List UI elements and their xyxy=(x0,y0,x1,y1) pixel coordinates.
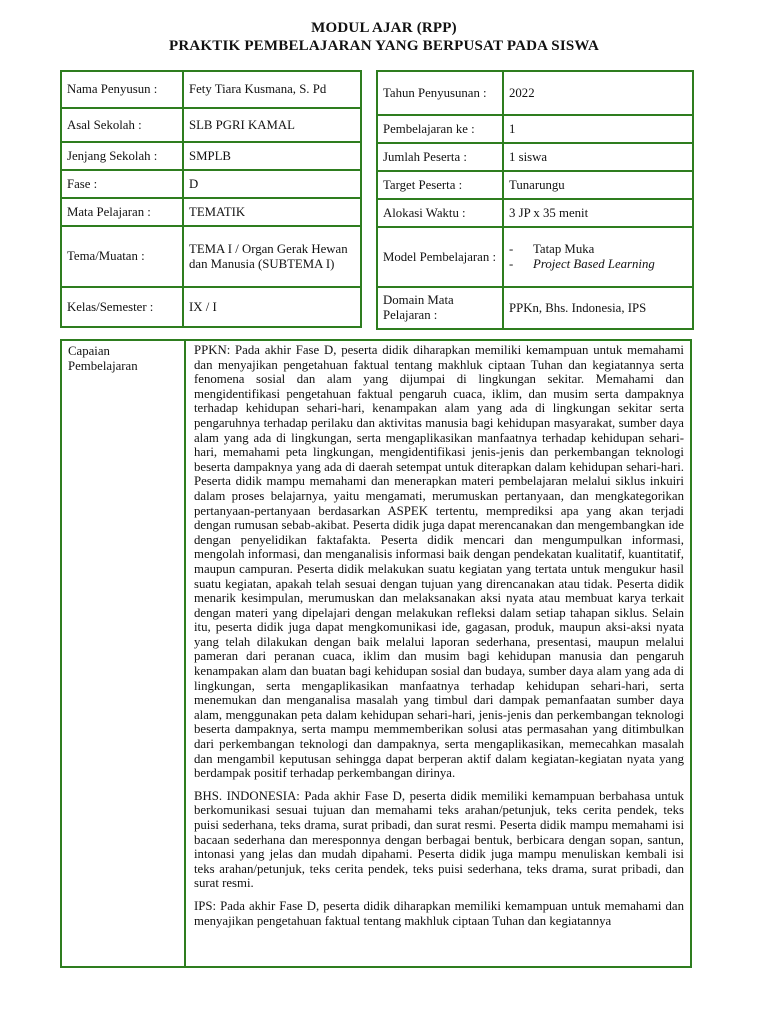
model-list xyxy=(509,242,687,272)
label-alokasi-waktu: Alokasi Waktu : xyxy=(377,199,503,227)
value-alokasi-waktu: 3 JP x 35 menit xyxy=(503,199,693,227)
identity-table-left xyxy=(60,70,362,328)
capaian-content xyxy=(188,341,690,966)
document-title: MODUL AJAR (RPP) xyxy=(311,20,457,36)
document-subtitle: PRAKTIK PEMBELAJARAN YANG BERPUSAT PADA SISWA xyxy=(168,38,600,54)
paragraph-ppkn: PPKN: Pada akhir Fase D, peserta didik diharapkan memiliki kemampuan untuk memahami dan menyajikan pengetahuan faktual tentang makhluk ciptaan Tuhan dan kegiatannya serta fenomena sosial dan alam yang dijumpai di lingkungan sekitar. Memahami dan mengidentifikasi pengetahuan faktual pengaruh cuaca, iklim, dan musim serta dampaknya terhadap kehidupan sehari-hari, kenampakan alam yang ada di lingkungan sekitar serta pengaruhnya terhadap perilaku dan aktivitas manusia bagi kehidupan masyarakat, sumber daya alam yang ada di lingkungan, serta mengaplikasikan manfaatnya terhadap kehidupan sehari-hari, memahami peta lingkungan, mengidentifikasi jenis-jenis dan perkembangan teknologi beserta dampaknya yang ada di daerah setempat untuk diterapkan dalam kehidupan sehari-hari. Peserta didik mampu memahami dan menerapkan materi pembelajaran melalui siklus inkuiri dalam proses belajarnya, yaitu mengamati, merumuskan pertanyaan, dan mengkategorikan pertanyaan-pertanyaan berdasarkan ASPEK tertentu, memprediksi apa yang akan terjadi dengan rumusan sebab-akibat. Peserta didik juga dapat merencanakan dan mengembangkan ide dengan penyelidikan faktafakta. Peserta didik mencari dan mengumpulkan informasi, mengolah informasi, dan menganalisis informasi baik dengan pendekatan kualitatif, kuantitatif, maupun campuran. Peserta didik melakukan suatu kegiatan yang tertata untuk mengukur hasil suatu kegiatan, apakah telah sesuai dengan tujuan yang direncanakan atau tidak. Peserta didik menarik kesimpulan, merumuskan dan melaksanakan aksi nyata atau membuat karya terkait dengan materi yang dipelajari dengan melakukan refleksi dalam setiap tahapan siklus. Selain itu, peserta didik juga dapat mengkomunikasi ide, gagasan, produk, maupun aksi-aksi nyata yang telah dilakukan dengan baik melalui laporan sederhana, presentasi, maupun melalui pameran dari peranan cuaca, iklim dan musim bagi kehidupan manusia dan pengaruh kenampakan alam dan buatan bagi kehidupan sosial dan budaya, sumber daya alam yang ada di lingkungan, serta mengaplikasikan manfaatnya terhadap kehidupan sehari-hari, serta menemukan dan menganalisa masalah yang timbul dari dampak pemanfaatan sumber daya alam, menggunakan peta dalam kehidupan sehari-hari, jenis-jenis dan perkembangan teknologi beserta dampaknya, serta mampu memmemberikan solusi atas permasahan yang ditimbulkan dari perkembangan teknologi dan dampaknya, serta mengaplikasikan, memecahkan masalah dan mengambil keputusan sehingga dapat berperan aktif dalam kegiatan-kegiatan nyata yang berdampak positif terhadap perkembangan dirinya. xyxy=(194,343,684,781)
label-asal-sekolah: Asal Sekolah : xyxy=(61,108,183,142)
value-kelas-semester: IX / I xyxy=(183,287,361,327)
label-mata-pelajaran: Mata Pelajaran : xyxy=(61,198,183,226)
label-jumlah-peserta: Jumlah Peserta : xyxy=(377,143,503,171)
value-nama-penyusun: Fety Tiara Kusmana, S. Pd xyxy=(183,71,361,108)
identity-table-right xyxy=(376,70,694,330)
value-model-pembelajaran xyxy=(503,227,693,287)
value-jenjang-sekolah: SMPLB xyxy=(183,142,361,170)
model-item-project-based: - Project Based Learning xyxy=(509,257,687,272)
value-asal-sekolah: SLB PGRI KAMAL xyxy=(183,108,361,142)
value-fase: D xyxy=(183,170,361,198)
capaian-pembelajaran-section xyxy=(60,339,692,968)
label-jenjang-sekolah: Jenjang Sekolah : xyxy=(61,142,183,170)
paragraph-ips: IPS: Pada akhir Fase D, peserta didik diharapkan memiliki kemampuan untuk memahami dan menyajikan pengetahuan faktual tentang makhluk ciptaan Tuhan dan kegiatannya xyxy=(194,898,684,928)
label-tema-muatan: Tema/Muatan : xyxy=(61,226,183,287)
paragraph-bhs-indonesia: BHS. INDONESIA: Pada akhir Fase D, peserta didik memiliki kemampuan berbahasa untuk berkomunikasi sesuai tujuan dan memahami teks arahan/petunjuk, teks cerita pendek, teks puisi sederhana, teks drama, surat pribadi, dan surat resmi. Peserta didik mampu memahami isi bacaan sederhana dan meresponnya dengan berbagai bentuk, berbicara dengan sopan, santun, intonasi yang jelas dan mudah dipahami. Peserta didik juga mampu menuliskan kembali isi teks arahan/petunjuk, teks cerita pendek, teks puisi sederhana, teks drama, surat pribadi, dan surat resmi. xyxy=(194,788,684,891)
label-nama-penyusun: Nama Penyusun : xyxy=(61,71,183,108)
value-tahun-penyusunan: 2022 xyxy=(503,71,693,115)
value-tema-muatan: TEMA I / Organ Gerak Hewan dan Manusia (SUBTEMA I) xyxy=(183,226,361,287)
value-jumlah-peserta: 1 siswa xyxy=(503,143,693,171)
value-target-peserta: Tunarungu xyxy=(503,171,693,199)
label-pembelajaran-ke: Pembelajaran ke : xyxy=(377,115,503,143)
label-domain-mata-pelajaran: Domain Mata Pelajaran : xyxy=(377,287,503,329)
model-item-tatap-muka: - Tatap Muka xyxy=(509,242,687,257)
label-kelas-semester: Kelas/Semester : xyxy=(61,287,183,327)
value-domain-mata-pelajaran: PPKn, Bhs. Indonesia, IPS xyxy=(503,287,693,329)
label-target-peserta: Target Peserta : xyxy=(377,171,503,199)
value-pembelajaran-ke: 1 xyxy=(503,115,693,143)
value-mata-pelajaran: TEMATIK xyxy=(183,198,361,226)
label-tahun-penyusunan: Tahun Penyusunan : xyxy=(377,71,503,115)
label-model-pembelajaran: Model Pembelajaran : xyxy=(377,227,503,287)
label-fase: Fase : xyxy=(61,170,183,198)
capaian-label: Capaian Pembelajaran xyxy=(62,341,186,966)
